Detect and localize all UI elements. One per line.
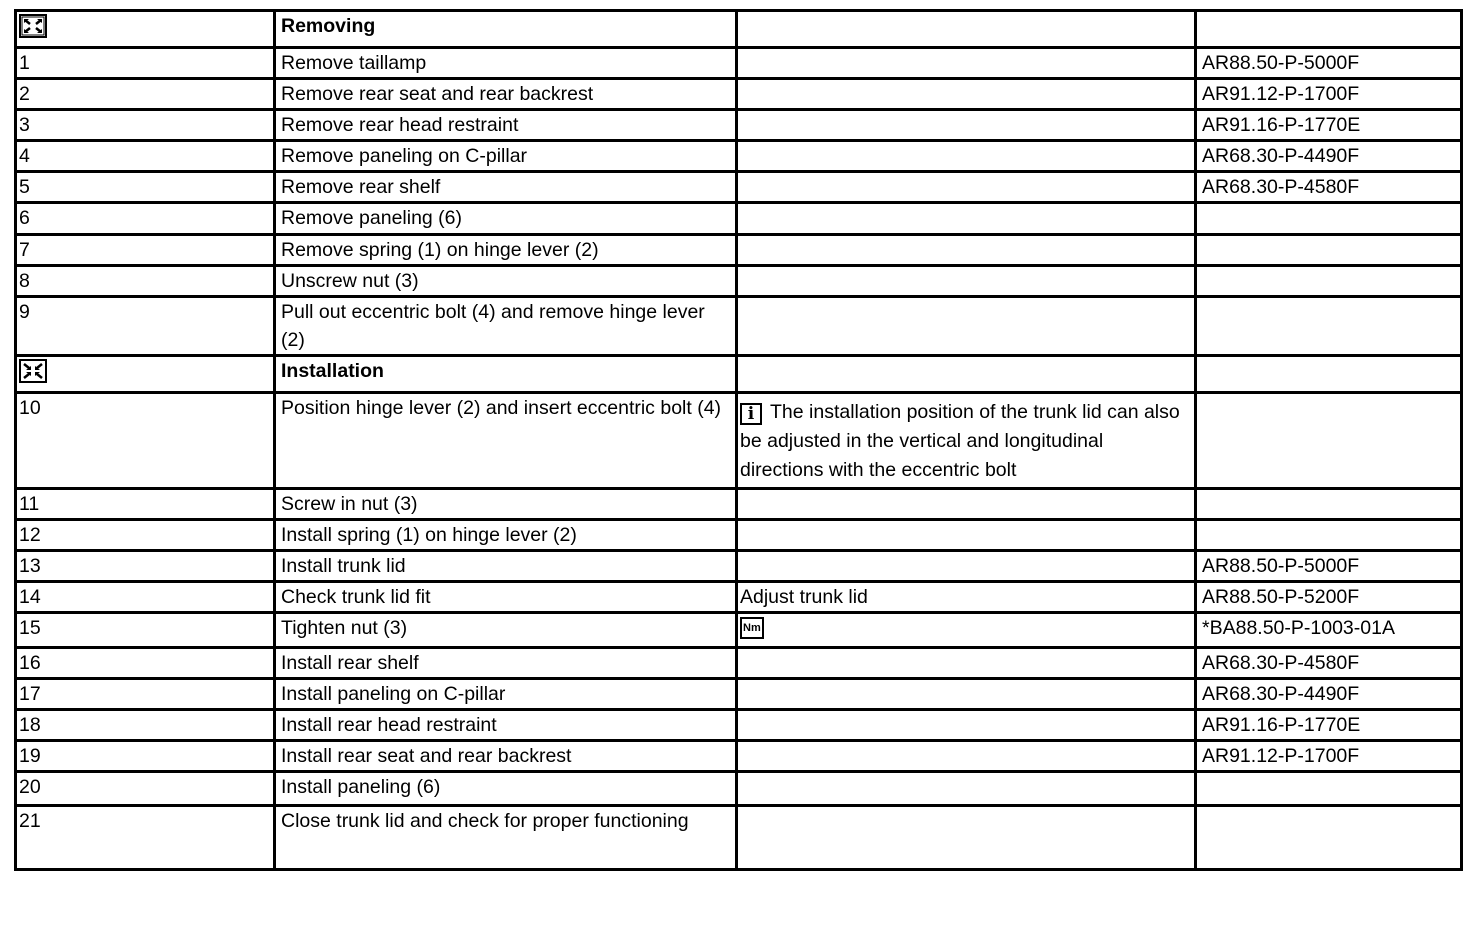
note-cell	[737, 266, 1196, 297]
action-text: Install rear seat and rear backrest	[281, 745, 572, 767]
table-row	[16, 266, 1462, 297]
note-cell	[737, 489, 1196, 520]
section-title	[275, 356, 737, 393]
section-title	[275, 11, 737, 48]
table-row	[16, 679, 1462, 710]
reference-cell	[1196, 203, 1462, 235]
expand-arrows-icon	[19, 14, 47, 46]
step-number: 16	[19, 652, 41, 674]
action-text: Install rear head restraint	[281, 714, 497, 736]
reference-cell	[1196, 520, 1462, 551]
reference-cell	[1196, 489, 1462, 520]
step-number-cell	[16, 356, 275, 393]
note-cell	[737, 520, 1196, 551]
reference-cell	[1196, 806, 1462, 870]
reference-link[interactable]: AR68.30-P-4580F	[1202, 652, 1360, 674]
step-number: 1	[19, 52, 30, 74]
note-cell	[737, 297, 1196, 356]
step-number-cell	[16, 172, 275, 203]
action-text: Install rear shelf	[281, 652, 419, 674]
reference-cell	[1196, 613, 1462, 648]
note-cell	[737, 110, 1196, 141]
step-number-cell	[16, 79, 275, 110]
reference-link[interactable]: AR91.16-P-1770E	[1202, 714, 1361, 736]
step-number-cell	[16, 11, 275, 48]
reference-link[interactable]: AR91.16-P-1770E	[1202, 114, 1361, 136]
action-cell	[275, 613, 737, 648]
note-cell	[737, 710, 1196, 741]
step-number: 13	[19, 555, 41, 577]
reference-cell	[1196, 266, 1462, 297]
reference-cell	[1196, 79, 1462, 110]
reference-cell	[1196, 710, 1462, 741]
step-number: 2	[19, 83, 30, 105]
step-number-cell	[16, 806, 275, 870]
reference-cell	[1196, 141, 1462, 172]
table-row	[16, 297, 1462, 356]
torque-nm-icon[interactable]: Nm	[740, 617, 764, 639]
table-row	[16, 110, 1462, 141]
reference-cell	[1196, 11, 1462, 48]
note-cell	[737, 393, 1196, 489]
step-number-cell	[16, 235, 275, 266]
table-row	[16, 79, 1462, 110]
step-number: 18	[19, 714, 41, 736]
action-cell	[275, 806, 737, 870]
note-cell	[737, 235, 1196, 266]
reference-link[interactable]: AR68.30-P-4490F	[1202, 145, 1360, 167]
reference-cell	[1196, 772, 1462, 806]
note-cell	[737, 48, 1196, 79]
step-number-cell	[16, 582, 275, 613]
reference-link[interactable]: AR91.12-P-1700F	[1202, 745, 1360, 767]
table-row	[16, 393, 1462, 489]
table-row	[16, 489, 1462, 520]
action-text: Unscrew nut (3)	[281, 270, 419, 292]
reference-link[interactable]: AR68.30-P-4580F	[1202, 176, 1360, 198]
note-cell	[737, 551, 1196, 582]
note-cell	[737, 741, 1196, 772]
action-text: Remove rear head restraint	[281, 114, 519, 136]
action-cell	[275, 141, 737, 172]
step-number-cell	[16, 489, 275, 520]
action-text: Install spring (1) on hinge lever (2)	[281, 524, 577, 546]
action-text: Remove paneling on C-pillar	[281, 145, 528, 167]
step-number: 20	[19, 776, 41, 798]
action-cell	[275, 266, 737, 297]
table-row	[16, 772, 1462, 806]
reference-cell	[1196, 648, 1462, 679]
action-cell	[275, 172, 737, 203]
note-cell	[737, 582, 1196, 613]
step-number: 10	[19, 397, 41, 419]
action-text: Remove rear seat and rear backrest	[281, 83, 594, 105]
note-cell	[737, 203, 1196, 235]
table-row	[16, 806, 1462, 870]
contract-arrows-icon	[19, 359, 47, 391]
reference-cell	[1196, 48, 1462, 79]
reference-cell	[1196, 172, 1462, 203]
reference-cell	[1196, 582, 1462, 613]
action-cell	[275, 110, 737, 141]
reference-cell	[1196, 551, 1462, 582]
step-number: 7	[19, 239, 30, 261]
note-cell	[737, 141, 1196, 172]
reference-cell	[1196, 393, 1462, 489]
reference-cell	[1196, 679, 1462, 710]
reference-cell	[1196, 297, 1462, 356]
action-cell	[275, 520, 737, 551]
section-header-row	[16, 11, 1462, 48]
step-number-cell	[16, 203, 275, 235]
table-row	[16, 141, 1462, 172]
table-row	[16, 520, 1462, 551]
step-number-cell	[16, 648, 275, 679]
step-number: 14	[19, 586, 41, 608]
action-text: Screw in nut (3)	[281, 493, 418, 515]
step-number-cell	[16, 741, 275, 772]
reference-link[interactable]: AR88.50-P-5000F	[1202, 52, 1360, 74]
action-cell	[275, 772, 737, 806]
action-cell	[275, 648, 737, 679]
action-text: Remove rear shelf	[281, 176, 441, 198]
step-number: 9	[19, 301, 30, 323]
action-text: Install trunk lid	[281, 555, 406, 577]
step-number: 15	[19, 617, 41, 639]
step-number-cell	[16, 613, 275, 648]
step-number-cell	[16, 679, 275, 710]
table-row	[16, 648, 1462, 679]
action-text: Pull out eccentric bolt (4) and remove hinge lever (2)	[281, 301, 705, 351]
step-number-cell	[16, 551, 275, 582]
step-number-cell	[16, 266, 275, 297]
reference-link[interactable]: *BA88.50-P-1003-01A	[1202, 617, 1395, 639]
table-row	[16, 48, 1462, 79]
action-text: Position hinge lever (2) and insert eccentric bolt (4)	[281, 397, 722, 419]
step-number-cell	[16, 48, 275, 79]
action-text: Install paneling (6)	[281, 776, 441, 798]
note-text: The installation position of the trunk lid can also be adjusted in the vertical and longitudinal directions with the eccentric bolt	[740, 401, 1180, 481]
action-cell	[275, 582, 737, 613]
action-text: Install paneling on C-pillar	[281, 683, 506, 705]
step-number: 8	[19, 270, 30, 292]
step-number: 11	[19, 493, 40, 515]
action-text: Removing	[281, 15, 376, 37]
step-number: 21	[19, 810, 41, 832]
action-cell	[275, 79, 737, 110]
action-cell	[275, 489, 737, 520]
step-number: 12	[19, 524, 41, 546]
table-row	[16, 551, 1462, 582]
step-number: 17	[19, 683, 41, 705]
note-cell	[737, 679, 1196, 710]
table-row	[16, 741, 1462, 772]
note-cell	[737, 648, 1196, 679]
action-text: Close trunk lid and check for proper functioning	[281, 810, 689, 832]
action-text: Check trunk lid fit	[281, 586, 431, 608]
reference-cell	[1196, 741, 1462, 772]
table-row	[16, 710, 1462, 741]
action-text: Remove taillamp	[281, 52, 427, 74]
table-row	[16, 235, 1462, 266]
table-row	[16, 172, 1462, 203]
section-header-row	[16, 356, 1462, 393]
note-cell	[737, 11, 1196, 48]
step-number-cell	[16, 772, 275, 806]
action-text: Installation	[281, 360, 384, 382]
action-text: Tighten nut (3)	[281, 617, 408, 639]
note-cell	[737, 172, 1196, 203]
step-number: 19	[19, 745, 41, 767]
reference-cell	[1196, 235, 1462, 266]
step-number-cell	[16, 520, 275, 551]
step-number-cell	[16, 110, 275, 141]
note-cell	[737, 806, 1196, 870]
action-cell	[275, 393, 737, 489]
reference-link[interactable]: AR91.12-P-1700F	[1202, 83, 1360, 105]
note-cell	[737, 772, 1196, 806]
action-text: Remove spring (1) on hinge lever (2)	[281, 239, 599, 261]
step-number-cell	[16, 141, 275, 172]
step-number: 4	[19, 145, 30, 167]
note-cell	[737, 79, 1196, 110]
note-cell	[737, 356, 1196, 393]
step-number: 5	[19, 176, 30, 198]
info-icon: i	[740, 403, 762, 425]
step-number: 6	[19, 207, 30, 229]
action-cell	[275, 203, 737, 235]
action-cell	[275, 551, 737, 582]
note-text: Adjust trunk lid	[740, 586, 868, 608]
note-cell	[737, 613, 1196, 648]
table-row	[16, 582, 1462, 613]
action-cell	[275, 679, 737, 710]
action-cell	[275, 48, 737, 79]
table-row	[16, 613, 1462, 648]
action-cell	[275, 235, 737, 266]
action-cell	[275, 297, 737, 356]
step-number-cell	[16, 710, 275, 741]
reference-link[interactable]: AR68.30-P-4490F	[1202, 683, 1360, 705]
step-number: 3	[19, 114, 30, 136]
action-text: Remove paneling (6)	[281, 207, 463, 229]
procedure-table	[14, 9, 1463, 871]
reference-cell	[1196, 110, 1462, 141]
action-cell	[275, 710, 737, 741]
reference-link[interactable]: AR88.50-P-5000F	[1202, 555, 1360, 577]
action-cell	[275, 741, 737, 772]
step-number-cell	[16, 393, 275, 489]
reference-cell	[1196, 356, 1462, 393]
table-row	[16, 203, 1462, 235]
step-number-cell	[16, 297, 275, 356]
reference-link[interactable]: AR88.50-P-5200F	[1202, 586, 1360, 608]
